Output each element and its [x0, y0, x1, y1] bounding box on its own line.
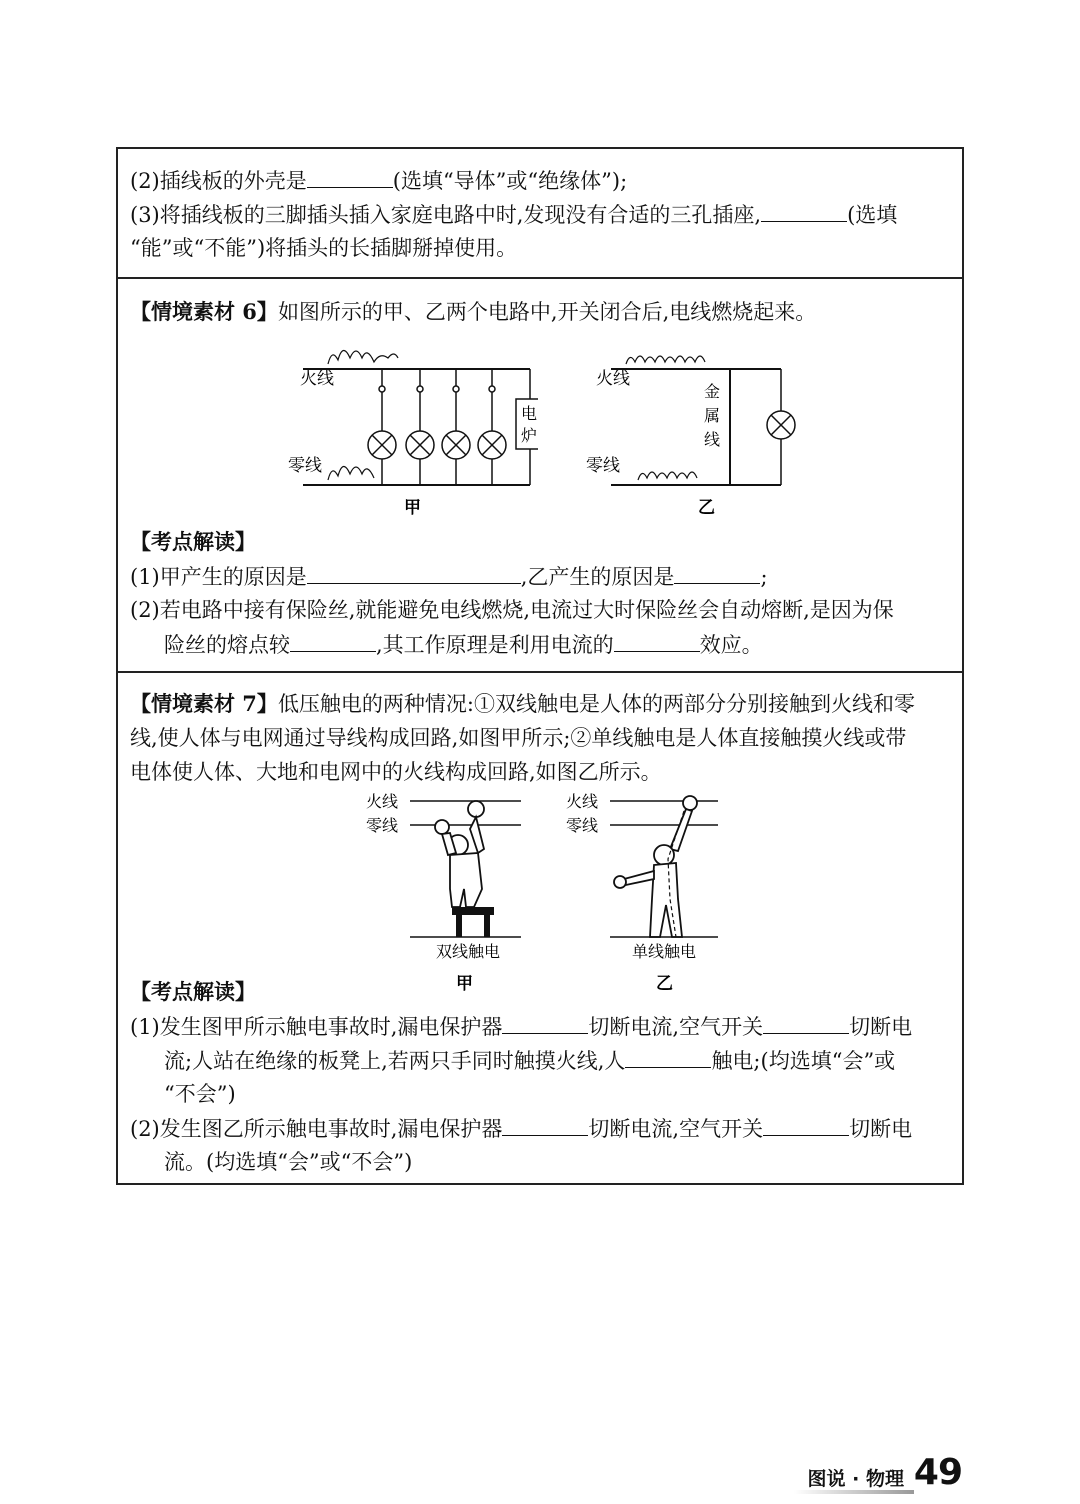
- neutral-wire-label: 零线: [586, 456, 620, 476]
- metal-wire-label-2: 属: [704, 406, 721, 425]
- fire-icon: [328, 466, 374, 480]
- section6-intro: [130, 297, 952, 327]
- double-wire-label: 双线触电: [436, 942, 501, 961]
- answer-blank[interactable]: [290, 629, 376, 652]
- q2-text-c: 切断电: [849, 1117, 913, 1141]
- q2-text-b: 切断电流,空气开关: [588, 1117, 764, 1141]
- section6-q1: [130, 561, 952, 592]
- q1-text-a: (1)甲产生的原因是: [130, 565, 307, 589]
- q1-text-b: 切断电流,空气开关: [588, 1015, 764, 1039]
- circuit-figure-jia: [288, 339, 538, 519]
- q2-text-d: 流。(均选填“会”或“不会”): [164, 1150, 413, 1174]
- section7-intro-text: 低压触电的两种情况:①双线触电是人体的两部分分别接触到火线和零: [277, 692, 916, 716]
- section-divider: [118, 277, 962, 279]
- q2-text-c: 效应。: [699, 633, 763, 657]
- section6-heading: 【情境素材 6】: [130, 299, 278, 324]
- q2-text-a: 险丝的熔点较: [164, 633, 290, 657]
- q2-text: (2)若电路中接有保险丝,就能避免电线燃烧,电流过大时保险丝会自动熔断,是因为保: [130, 598, 894, 622]
- live-wire-label: 火线: [366, 792, 399, 811]
- answer-blank[interactable]: [307, 165, 393, 188]
- section7-intro-line-2: [130, 723, 952, 753]
- single-wire-label: 单线触电: [632, 942, 697, 961]
- caption-text: 乙: [656, 974, 673, 994]
- metal-wire-label-1: 金: [704, 382, 721, 401]
- figure-caption-yi: 乙: [698, 498, 715, 518]
- answer-blank[interactable]: [674, 561, 760, 584]
- q1-text-c: ;: [760, 565, 768, 589]
- stove-label-1: 电: [521, 404, 538, 423]
- q1-text-d: 流;人站在绝缘的板凳上,若两只手同时触摸火线,人: [164, 1049, 626, 1073]
- answer-blank[interactable]: [502, 1011, 588, 1034]
- page-number: 49: [913, 1452, 962, 1493]
- section7-q1-line-3: [164, 1079, 952, 1109]
- answer-blank[interactable]: [763, 1011, 849, 1034]
- figure-caption-jia: 甲: [404, 498, 421, 518]
- section7-intro-line-1: [130, 689, 952, 719]
- section7-intro-text: 线,使人体与电网通过导线构成回路,如图甲所示;②单线触电是人体直接触摸火线或带: [130, 726, 907, 750]
- section6-intro-text: 如图所示的甲、乙两个电路中,开关闭合后,电线燃烧起来。: [277, 300, 817, 324]
- neutral-wire-label: 零线: [366, 816, 399, 835]
- footer-rule: [794, 1490, 914, 1494]
- shock-figure-jia: [366, 789, 526, 969]
- answer-blank[interactable]: [625, 1045, 711, 1068]
- shock-figure-yi: [564, 789, 724, 969]
- fire-icon: [626, 356, 705, 364]
- q1-text-e: 触电;(均选填“会”或: [711, 1049, 896, 1073]
- live-wire-label: 火线: [596, 369, 630, 389]
- q1-text-c: 切断电: [849, 1015, 913, 1039]
- section7-q1-line-2: [164, 1045, 952, 1076]
- stool-icon: [452, 907, 494, 915]
- question-3-line-1: [130, 199, 952, 230]
- section7-analysis-heading: [130, 977, 952, 1007]
- question-2-text: (2)插线板的外壳是: [130, 169, 307, 193]
- answer-blank[interactable]: [502, 1113, 588, 1136]
- q1-text-f: “不会”): [164, 1082, 236, 1106]
- person-icon: [614, 796, 697, 937]
- answer-blank[interactable]: [761, 199, 847, 222]
- section6-q2-line-1: [130, 595, 952, 625]
- q2-text-b: ,其工作原理是利用电流的: [376, 633, 614, 657]
- metal-wire-label-3: 线: [704, 430, 721, 449]
- fire-icon: [328, 350, 398, 364]
- section7-q2-line-1: [130, 1113, 952, 1144]
- q1-text-a: (1)发生图甲所示触电事故时,漏电保护器: [130, 1015, 503, 1039]
- question-3-hint-cont: “能”或“不能”)将插头的长插脚掰掉使用。: [130, 236, 518, 260]
- question-3-text: (3)将插线板的三脚插头插入家庭电路中时,发现没有合适的三孔插座,: [130, 203, 762, 227]
- answer-blank[interactable]: [763, 1113, 849, 1136]
- question-3-line-2: [130, 233, 952, 263]
- question-2-line: [130, 165, 952, 196]
- analysis-heading: 【考点解读】: [130, 979, 256, 1004]
- question-3-hint: (选填: [847, 203, 898, 227]
- neutral-wire-label: 零线: [566, 816, 599, 835]
- stove-label-2: 炉: [521, 426, 538, 445]
- section7-q2-line-2: [164, 1147, 952, 1177]
- circuit-figure-yi: [586, 339, 816, 519]
- section6-analysis-heading: [130, 527, 952, 557]
- section7-intro-line-3: [130, 757, 952, 787]
- analysis-heading: 【考点解读】: [130, 529, 256, 554]
- answer-blank[interactable]: [614, 629, 700, 652]
- live-wire-label: 火线: [300, 369, 334, 389]
- question-2-hint: (选填“导体”或“绝缘体”);: [392, 169, 628, 193]
- live-wire-label: 火线: [566, 792, 599, 811]
- answer-blank[interactable]: [307, 561, 521, 584]
- caption-text: 甲: [456, 974, 473, 994]
- section-divider: [118, 671, 962, 673]
- q1-text-b: ,乙产生的原因是: [520, 565, 675, 589]
- person-icon: [435, 801, 484, 907]
- page-footer: [722, 1452, 962, 1502]
- fire-icon: [638, 472, 697, 480]
- q2-text-a: (2)发生图乙所示触电事故时,漏电保护器: [130, 1117, 503, 1141]
- book-title: 图说 · 物理: [807, 1468, 904, 1490]
- section7-intro-text: 电体使人体、大地和电网中的火线构成回路,如图乙所示。: [130, 760, 662, 784]
- section7-heading: 【情境素材 7】: [130, 691, 278, 716]
- section6-q2-line-2: [164, 629, 952, 660]
- section7-q1-line-1: [130, 1011, 952, 1042]
- neutral-wire-label: 零线: [288, 456, 322, 476]
- worksheet-box: [116, 147, 964, 1185]
